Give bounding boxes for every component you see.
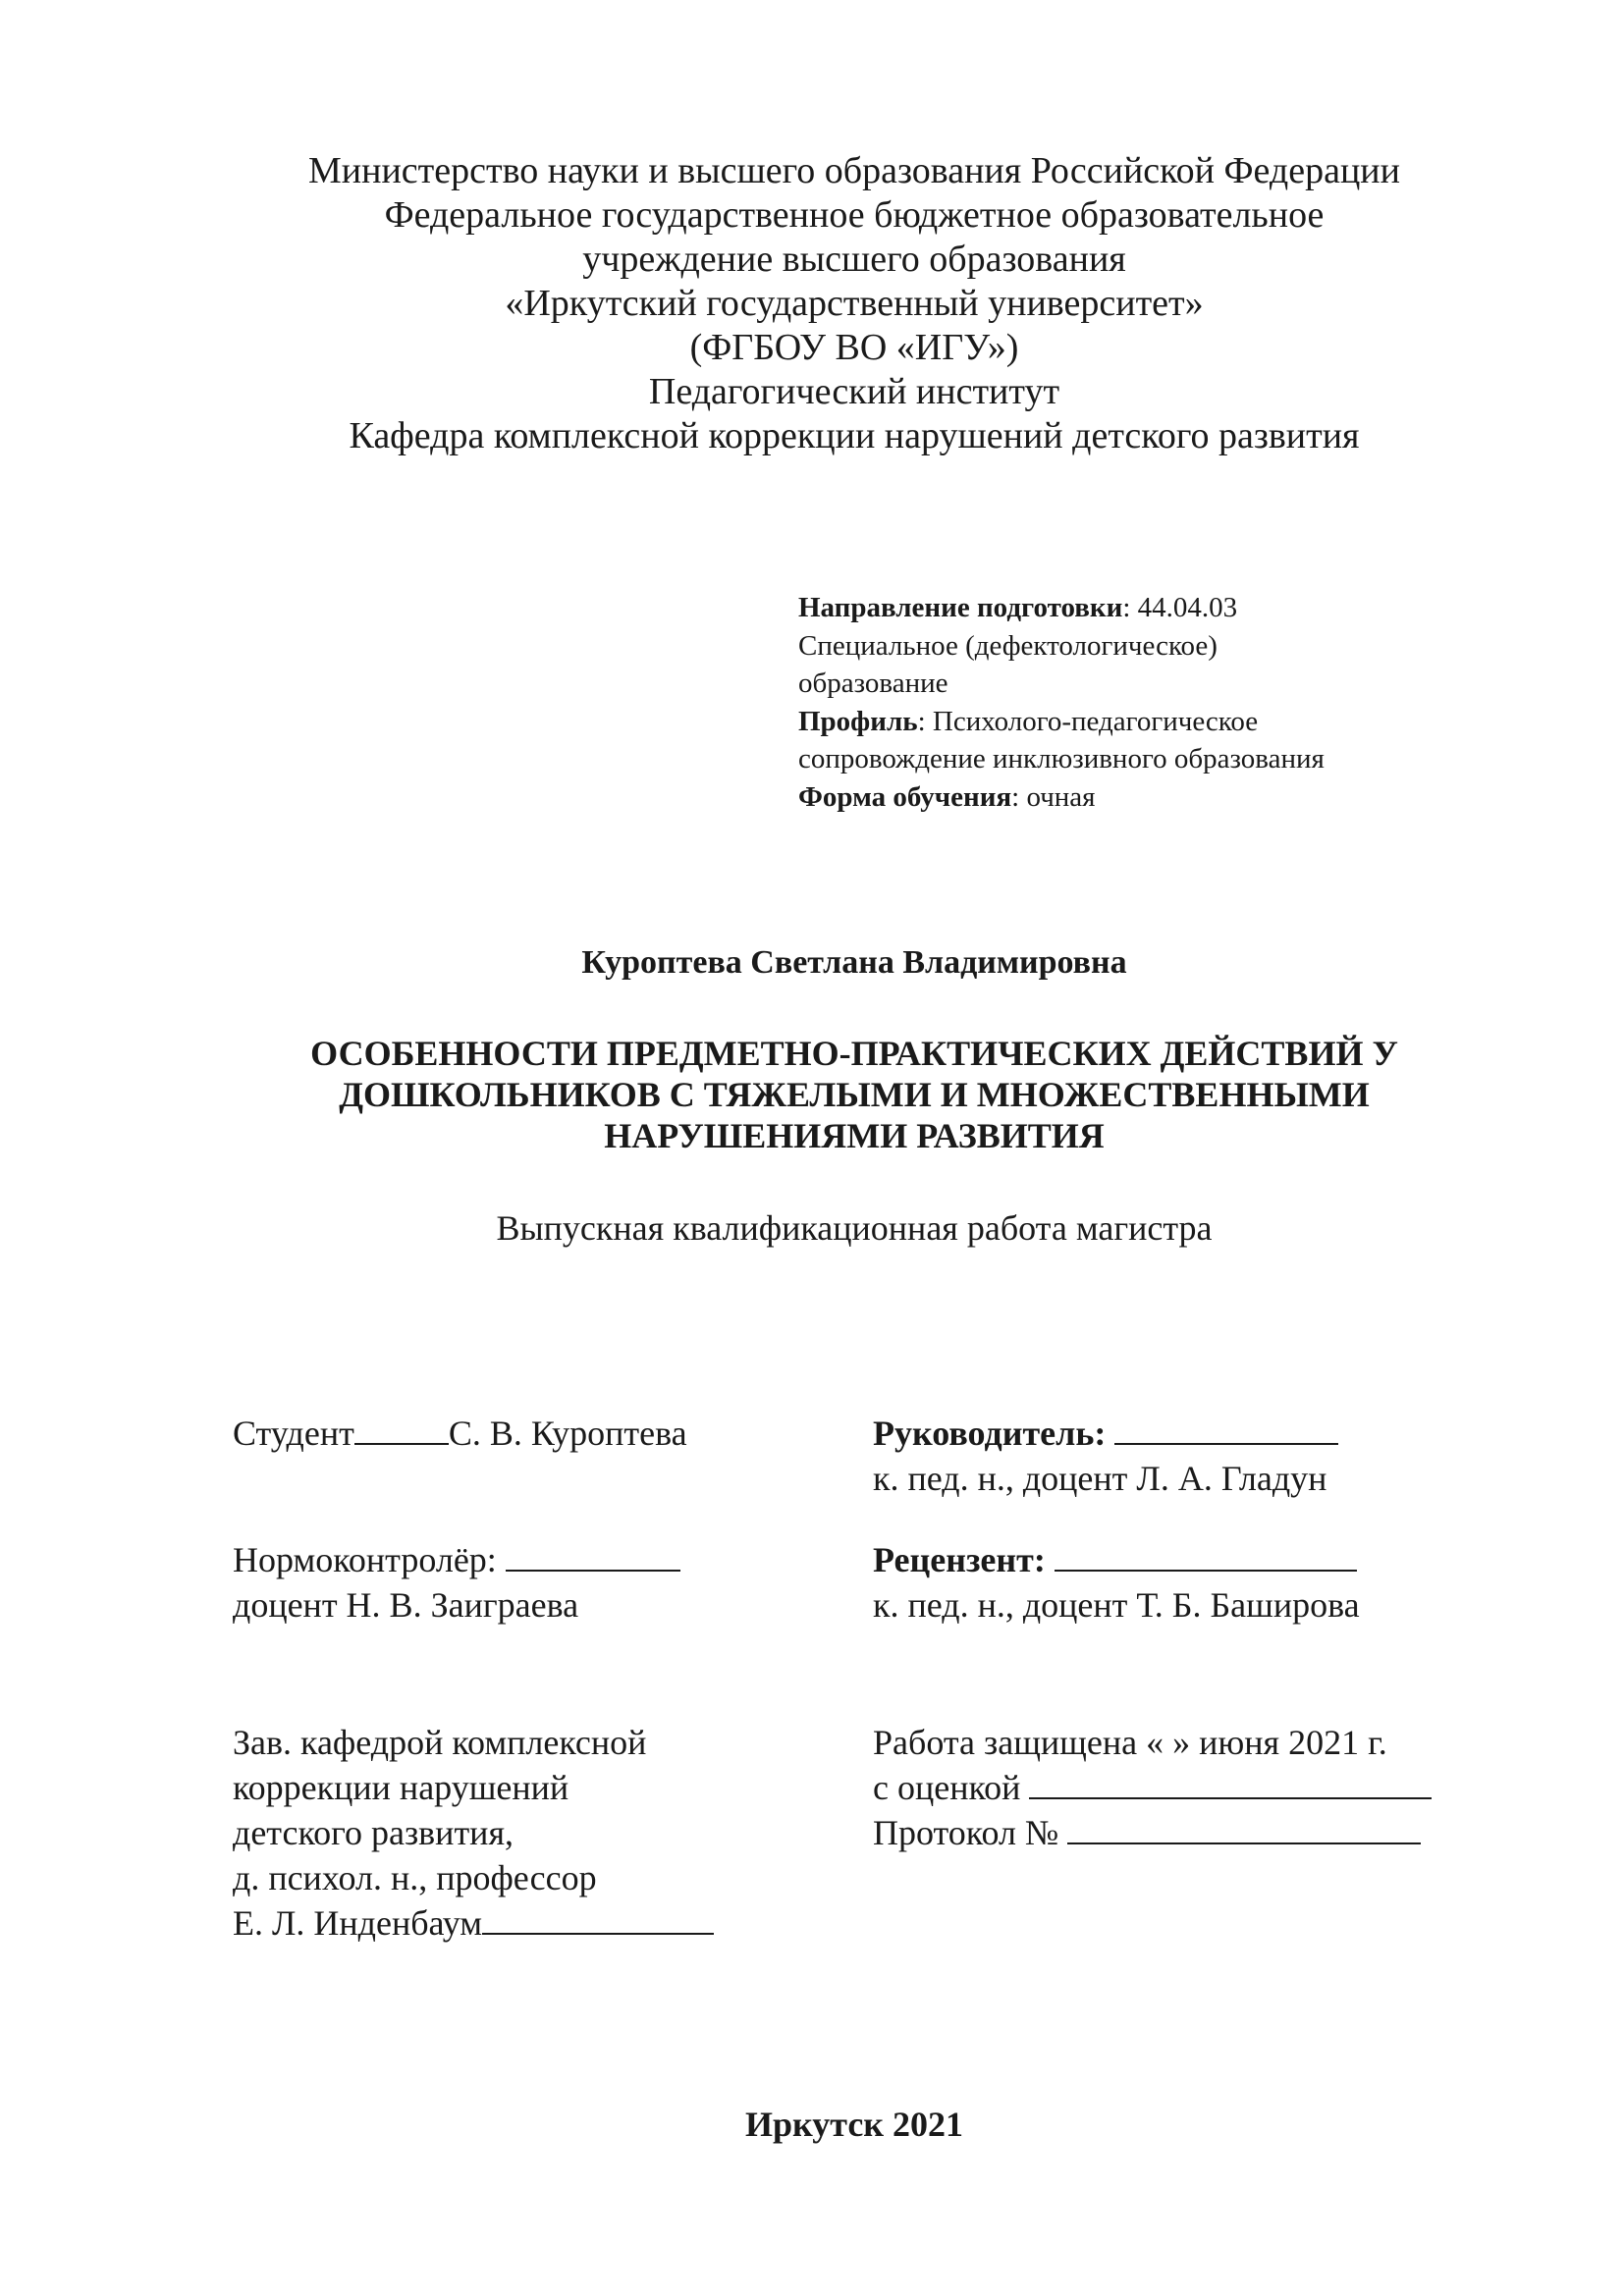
university-abbr: (ФГБОУ ВО «ИГУ»): [689, 327, 1019, 368]
reviewer-signature-line: [1055, 1540, 1357, 1572]
protocol-label: Протокол №: [873, 1813, 1059, 1852]
defense-date-line: Работа защищена « » июня 2021 г.: [873, 1723, 1387, 1762]
institution-header: [0, 149, 1624, 458]
normcontrol-label: Нормоконтролёр:: [233, 1540, 497, 1579]
profile-value-1: : Психолого-педагогическое: [917, 705, 1259, 737]
head-line-4: д. психол. н., профессор: [233, 1858, 597, 1897]
ministry-line: Министерство науки и высшего образования Российской Федерации: [308, 150, 1400, 191]
direction-line: [798, 589, 1486, 627]
direction-name-2: образование: [798, 667, 948, 699]
institution-type-line: Федеральное государственное бюджетное образовательное: [384, 194, 1325, 236]
work-type: Выпускная квалификационная работа магистра: [496, 1208, 1213, 1248]
head-line-3: детского развития,: [233, 1813, 514, 1852]
department-name: Кафедра комплексной коррекции нарушений детского развития: [349, 415, 1360, 456]
supervisor-signature-line: [1114, 1414, 1338, 1445]
student-label: Студент: [233, 1414, 354, 1453]
reviewer-name: к. пед. н., доцент Т. Б. Баширова: [873, 1585, 1360, 1625]
study-form-value: : очная: [1011, 780, 1096, 813]
profile-label: Профиль: [798, 705, 918, 737]
supervisor-block: [873, 1411, 1338, 1501]
thesis-title-line-3: НАРУШЕНИЯМИ РАЗВИТИЯ: [604, 1116, 1105, 1155]
direction-code: : 44.04.03: [1122, 592, 1238, 623]
head-line-1: Зав. кафедрой комплексной: [233, 1723, 647, 1762]
direction-label: Направление подготовки: [798, 592, 1123, 623]
institute-name: Педагогический институт: [648, 371, 1060, 412]
head-name: Е. Л. Инденбаум: [233, 1903, 483, 1943]
normcontrol-block: [233, 1537, 680, 1628]
head-line-2: коррекции нарушений: [233, 1768, 569, 1807]
student-block: [233, 1411, 687, 1456]
study-form-line: [798, 778, 1486, 817]
institution-type-line-2: учреждение высшего образования: [582, 239, 1126, 280]
grade-label: с оценкой: [873, 1768, 1021, 1807]
head-signature-line: [482, 1903, 714, 1935]
supervisor-label: Руководитель:: [873, 1414, 1107, 1453]
student-name: С. В. Куроптева: [448, 1414, 687, 1453]
direction-name-1: Специальное (дефектологическое): [798, 629, 1218, 662]
grade-line: [1029, 1768, 1432, 1799]
reviewer-label: Рецензент:: [873, 1540, 1046, 1579]
university-name: «Иркутский государственный университет»: [505, 283, 1204, 324]
student-signature-line: [354, 1414, 449, 1445]
study-form-label: Форма обучения: [798, 780, 1012, 813]
defense-block: [873, 1720, 1432, 1855]
author-name: Куроптева Светлана Владимировна: [581, 944, 1127, 981]
normcontrol-signature-line: [506, 1540, 680, 1572]
city-year: Иркутск 2021: [744, 2105, 964, 2144]
thesis-title-line-1: ОСОБЕННОСТИ ПРЕДМЕТНО-ПРАКТИЧЕСКИХ ДЕЙСТВИЙ У: [310, 1034, 1398, 1073]
protocol-line: [1067, 1813, 1421, 1844]
study-direction-block: [798, 589, 1486, 816]
supervisor-name: к. пед. н., доцент Л. А. Гладун: [873, 1459, 1327, 1498]
department-head-block: [233, 1720, 714, 1946]
thesis-title-line-2: ДОШКОЛЬНИКОВ С ТЯЖЕЛЫМИ И МНОЖЕСТВЕННЫМИ: [339, 1075, 1370, 1114]
profile-line: [798, 703, 1486, 741]
normcontrol-name: доцент Н. В. Заиграева: [233, 1585, 579, 1625]
reviewer-block: [873, 1537, 1360, 1628]
thesis-title: [0, 1033, 1624, 1156]
profile-value-2: сопровождение инклюзивного образования: [798, 743, 1325, 774]
